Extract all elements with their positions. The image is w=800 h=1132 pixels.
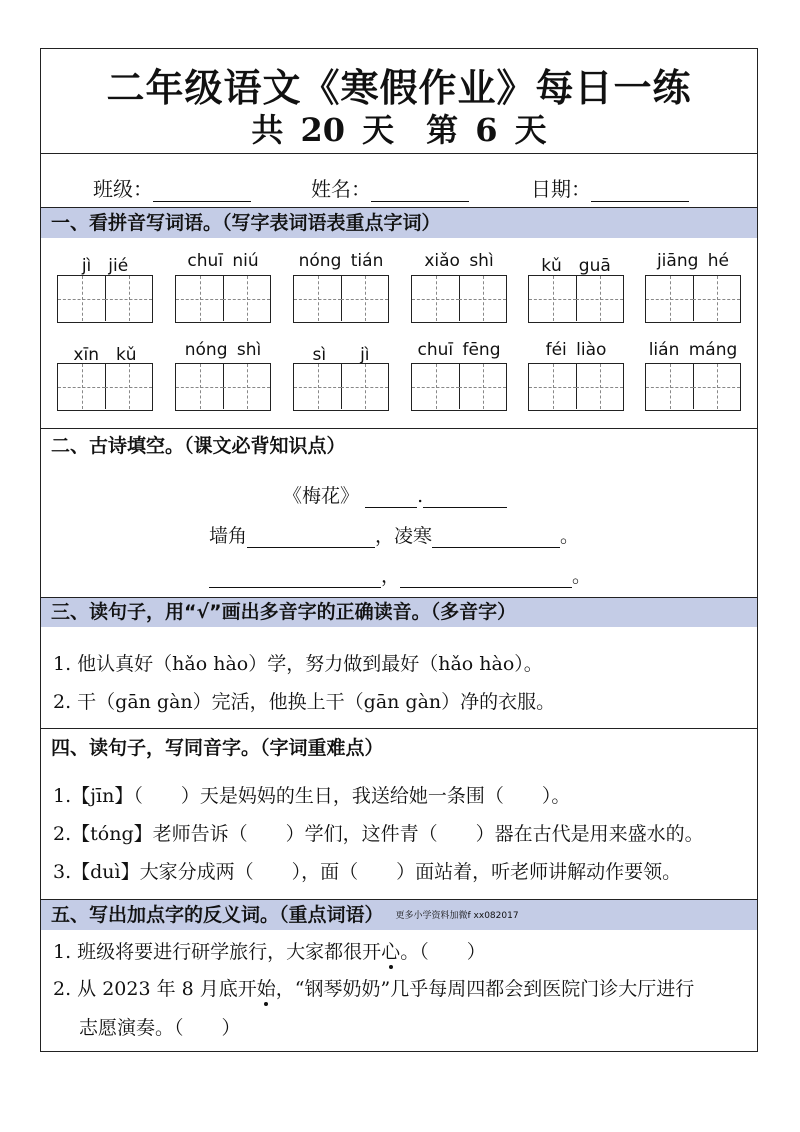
guide-line [58, 387, 105, 388]
poem-line-1 [209, 521, 579, 548]
footnote-text: 更多小学资料加微f xx082017 [395, 910, 519, 921]
character-cell[interactable] [176, 276, 224, 321]
name-field[interactable] [311, 173, 469, 202]
pinyin-label: féi liào [545, 340, 607, 360]
pinyin-label: sì jì [312, 345, 370, 365]
character-box[interactable] [411, 275, 507, 323]
character-cell[interactable] [105, 276, 152, 321]
guide-line [294, 299, 341, 300]
worksheet [40, 48, 758, 1052]
date-label: 日期： [531, 177, 591, 201]
guide-line [646, 387, 693, 388]
guide-line [529, 299, 576, 300]
character-box[interactable] [175, 275, 271, 323]
worksheet-title: 二年级语文《寒假作业》每日一练 [106, 65, 692, 110]
character-box[interactable] [411, 363, 507, 411]
character-cell[interactable] [646, 276, 694, 321]
class-blank[interactable] [153, 181, 251, 202]
section-2-header: 二、古诗填空。（课文必背知识点） [51, 435, 346, 457]
sentence-4-2: 2.【tóng】老师告诉（ ）学们，这件青（ ）器在古代是用来盛水的。 [53, 823, 704, 845]
divider [41, 597, 757, 598]
guide-line [223, 299, 270, 300]
character-box[interactable] [57, 363, 153, 411]
character-cell[interactable] [529, 364, 577, 409]
section-3-header: 三、读句子，用“√”画出多音字的正确读音。（多音字） [41, 597, 757, 627]
class-label: 班级： [93, 177, 153, 201]
character-cell[interactable] [341, 364, 388, 409]
guide-line [412, 299, 459, 300]
character-cell[interactable] [529, 276, 577, 321]
poem-punct: 。 [560, 525, 580, 547]
pinyin-label: chuī fēng [417, 340, 501, 360]
character-box[interactable] [645, 363, 741, 411]
character-cell[interactable] [294, 276, 342, 321]
sentence-4-3: 3.【duì】大家分成两（ ），面（ ）面站着，听老师讲解动作要领。 [53, 861, 682, 883]
date-field[interactable] [531, 173, 689, 202]
sentence-3-2: 2. 干（gān gàn）完活，他换上干（gān gàn）净的衣服。 [53, 691, 556, 713]
character-cell[interactable] [693, 276, 740, 321]
guide-line [176, 299, 223, 300]
sentence-5-2 [53, 974, 694, 1001]
pinyin-label: jiāng hé [656, 251, 730, 271]
character-cell[interactable] [223, 364, 270, 409]
date-blank[interactable] [591, 181, 689, 202]
character-cell[interactable] [576, 276, 623, 321]
character-cell[interactable] [58, 276, 106, 321]
section-4-header: 四、读句子，写同音字。（字词重难点） [51, 737, 384, 759]
character-cell[interactable] [341, 276, 388, 321]
guide-line [529, 387, 576, 388]
dotted-char: 心 [381, 941, 401, 963]
sentence-5-2-cont: 志愿演奏。（ ） [79, 1017, 241, 1039]
sentence-text: ，“钢琴奶奶”几乎每周四都会到医院门诊大厅进行 [275, 978, 695, 1000]
dotted-char: 始 [256, 978, 276, 1000]
poem-punct: ， [381, 565, 401, 587]
pinyin-label: xīn kǔ [73, 345, 137, 365]
divider [41, 153, 757, 154]
guide-line [459, 299, 506, 300]
guide-line [459, 387, 506, 388]
guide-line [294, 387, 341, 388]
class-field[interactable] [93, 173, 251, 202]
poem-title: 《梅花》 [283, 485, 360, 507]
character-cell[interactable] [105, 364, 152, 409]
guide-line [105, 299, 152, 300]
poem-title-row [283, 481, 507, 508]
sentence-4-1: 1.【jīn】（ ）天是妈妈的生日，我送给她一条围（ ）。 [53, 785, 571, 807]
sentence-text: 。（ ） [400, 941, 486, 963]
character-box[interactable] [293, 275, 389, 323]
section-5-title: 五、写出加点字的反义词。（重点词语） [51, 904, 384, 926]
poet-name-blank[interactable] [423, 487, 507, 508]
guide-line [646, 299, 693, 300]
guide-line [412, 387, 459, 388]
guide-line [693, 387, 740, 388]
pinyin-label: chuī niú [187, 251, 259, 271]
poem-line-2 [209, 561, 591, 588]
poem-blank-4[interactable] [400, 567, 572, 588]
poem-text: ，凌寒 [375, 525, 433, 547]
pinyin-label: nóng tián [298, 251, 384, 271]
poem-blank-1[interactable] [247, 527, 375, 548]
character-cell[interactable] [412, 276, 460, 321]
guide-line [223, 387, 270, 388]
sentence-text: 2. 从 2023 年 8 月底开 [53, 978, 257, 1000]
poem-punct: 。 [572, 565, 592, 587]
character-box[interactable] [293, 363, 389, 411]
guide-line [105, 387, 152, 388]
guide-line [341, 299, 388, 300]
guide-line [576, 387, 623, 388]
character-cell[interactable] [646, 364, 694, 409]
character-cell[interactable] [58, 364, 106, 409]
name-label: 姓名： [311, 177, 371, 201]
poet-dynasty-blank[interactable] [365, 487, 417, 508]
poem-blank-3[interactable] [209, 567, 381, 588]
character-cell[interactable] [459, 364, 506, 409]
guide-line [176, 387, 223, 388]
pinyin-label: jì jié [81, 256, 129, 276]
guide-line [693, 299, 740, 300]
poem-text: 墙角 [209, 525, 248, 547]
character-box[interactable] [57, 275, 153, 323]
pinyin-label: nóng shì [184, 340, 262, 360]
section-1-header: 一、看拼音写词语。（写字表词语表重点字词） [41, 208, 757, 238]
sentence-text: 1. 班级将要进行研学旅行，大家都很开 [53, 941, 382, 963]
character-box[interactable] [528, 275, 624, 323]
pinyin-label: xiǎo shì [424, 251, 494, 271]
guide-line [576, 299, 623, 300]
character-cell[interactable] [294, 364, 342, 409]
guide-line [341, 387, 388, 388]
character-cell[interactable] [459, 276, 506, 321]
divider [41, 728, 757, 729]
character-box[interactable] [645, 275, 741, 323]
info-row [41, 173, 757, 205]
character-box[interactable] [528, 363, 624, 411]
poem-blank-2[interactable] [432, 527, 560, 548]
character-cell[interactable] [412, 364, 460, 409]
divider [41, 428, 757, 429]
worksheet-subtitle: 共 20 天 第 6 天 [251, 111, 547, 149]
pinyin-label: kǔ guā [541, 256, 611, 276]
pinyin-label: lián máng [648, 340, 738, 360]
section-5-header [41, 900, 757, 930]
character-box[interactable] [175, 363, 271, 411]
sentence-3-1: 1. 他认真好（hǎo hào）学，努力做到最好（hǎo hào）。 [53, 653, 543, 675]
character-cell[interactable] [693, 364, 740, 409]
name-blank[interactable] [371, 181, 469, 202]
character-cell[interactable] [223, 276, 270, 321]
guide-line [58, 299, 105, 300]
character-cell[interactable] [176, 364, 224, 409]
separator-dot: . [417, 485, 424, 507]
character-cell[interactable] [576, 364, 623, 409]
sentence-5-1 [53, 937, 486, 964]
